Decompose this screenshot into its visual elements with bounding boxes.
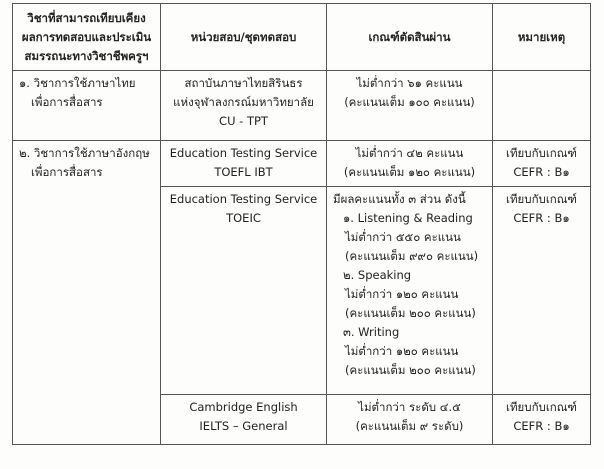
header-remark: หมายเหตุ — [493, 4, 591, 71]
table-row — [13, 71, 591, 141]
table-header-row — [13, 4, 591, 71]
remark-cell-ielts: เทียบกับเกณฑ์ CEFR : B๑ — [493, 395, 591, 445]
toeic-part-title: ๒. Speaking — [343, 268, 412, 282]
table-row — [13, 141, 591, 187]
subject-cell-thai: ๑. วิชาการใช้ภาษาไทย เพื่อการสื่อสาร — [13, 71, 161, 141]
agency-cell-toeic: Education Testing Service TOEIC — [161, 187, 327, 395]
header-subject: วิชาที่สามารถเทียบเคียง ผลการทดสอบและประเมิน สมรรถนะทางวิชาชีพครูฯ — [13, 4, 161, 71]
criteria-cell-ielts: ไม่ต่ำกว่า ระดับ ๔.๕ (คะแนนเต็ม ๙ ระดับ) — [327, 395, 493, 445]
subject-cell-english: ๒. วิชาการใช้ภาษาอังกฤษ เพื่อการสื่อสาร — [13, 141, 161, 445]
criteria-cell-toefl: ไม่ต่ำกว่า ๔๒ คะแนน (คะแนนเต็ม ๑๒๐ คะแนน) — [327, 141, 493, 187]
agency-cell-toefl: Education Testing Service TOEFL IBT — [161, 141, 327, 187]
header-criteria: เกณฑ์ตัดสินผ่าน — [327, 4, 493, 71]
remark-cell-empty — [493, 71, 591, 141]
header-agency: หน่วยสอบ/ชุดทดสอบ — [161, 4, 327, 71]
criteria-cell-cu-tpt: ไม่ต่ำกว่า ๖๑ คะแนน (คะแนนเต็ม ๑๐๐ คะแนน) — [327, 71, 493, 141]
criteria-cell-toeic: มีผลคะแนนทั้ง ๓ ส่วน ดังนี้ ๑. Listening & Reading ไม่ต่ำกว่า ๕๕๐ คะแนน (คะแนนเต็ม ๙๙๐ คะแนน) ๒. Speaking ไม่ต่ำกว่า ๑๒๐ คะแนน (คะแนนเต็ม ๒๐๐ คะแนน) ๓. Writing ไม่ต่ำกว่า ๑๒๐ คะแนน (คะแนนเต็ม ๒๐๐ คะแนน) — [327, 187, 493, 395]
toeic-part-title: ๓. Writing — [343, 325, 400, 339]
remark-cell-toefl: เทียบกับเกณฑ์ CEFR : B๑ — [493, 141, 591, 187]
toeic-part-title: ๑. Listening & Reading — [343, 211, 473, 225]
agency-cell-cu-tpt: สถาบันภาษาไทยสิรินธร แห่งจุฬาลงกรณ์มหาวิทยาลัย CU - TPT — [161, 71, 327, 141]
equivalence-table — [12, 3, 591, 445]
agency-cell-ielts: Cambridge English IELTS – General — [161, 395, 327, 445]
remark-cell-toeic: เทียบกับเกณฑ์ CEFR : B๑ — [493, 187, 591, 395]
